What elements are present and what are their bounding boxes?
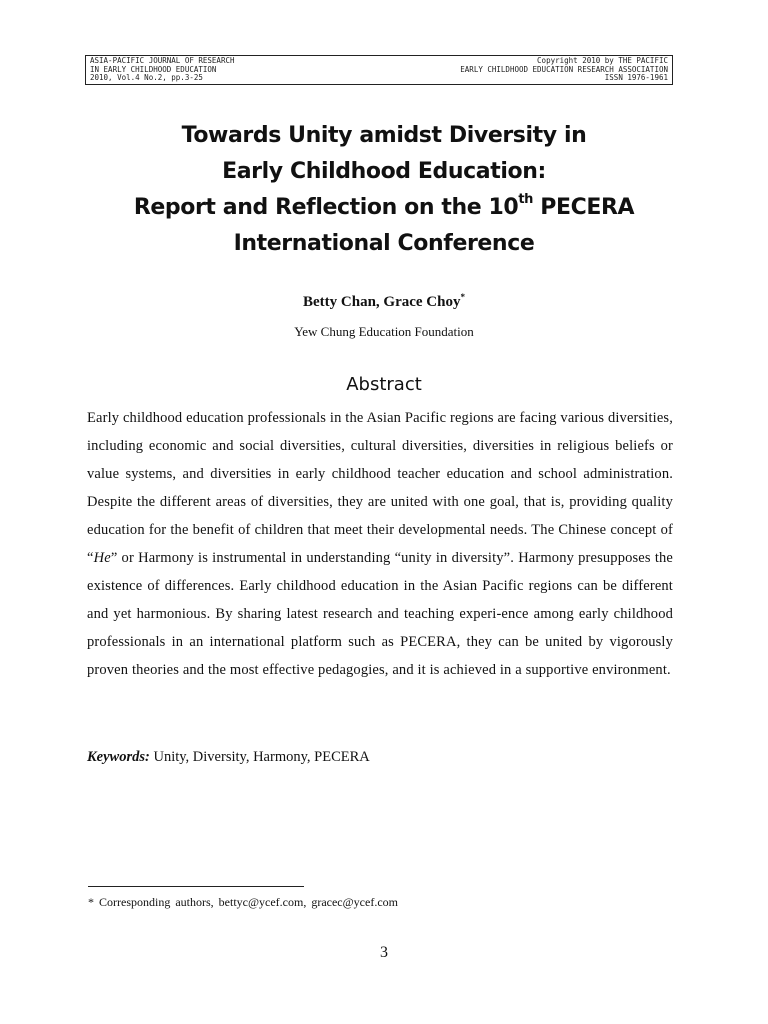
author-affiliation: Yew Chung Education Foundation — [294, 324, 474, 339]
title-line-4: International Conference — [233, 231, 535, 256]
abstract-text-part-1: Early childhood education professionals in the Asian Pacific regions are facing various diversities, including economic and social diversities, cultural diversities, diversities in religious beliefs or value systems, and diversities in early childhood teacher education and school administration. Despite the different areas of diversities, they are united with one goal, that is, providing quality education for the benefit of children that meet their developmental needs. The Chinese concept of “ — [87, 410, 673, 566]
title-line-3 — [84, 190, 684, 226]
keywords-line — [87, 743, 673, 771]
author-names — [84, 292, 684, 312]
footnote-divider — [88, 886, 304, 887]
paper-title — [84, 118, 684, 262]
title-line-3-text: Report and Reflection on the 10 — [133, 195, 519, 220]
journal-volume-line: 2010, Vol.4 No.2, pp.3-25 — [90, 73, 203, 83]
corresponding-author-footnote: * Corresponding authors, bettyc@ycef.com, gracec@ycef.com — [88, 895, 398, 909]
abstract-heading: Abstract — [346, 374, 422, 395]
journal-name-line-2: IN EARLY CHILDHOOD EDUCATION — [90, 64, 217, 74]
page-number: 3 — [380, 944, 388, 961]
copyright-line-1: Copyright 2010 by THE PACIFIC — [537, 56, 668, 65]
title-line-2: Early Childhood Education: — [222, 159, 546, 184]
issn-line: ISSN 1976-1961 — [604, 73, 668, 83]
corresponding-marker: * — [460, 292, 465, 302]
title-line-1: Towards Unity amidst Diversity in — [181, 123, 587, 148]
title-ordinal-suffix: th — [518, 191, 534, 207]
keywords-value: Unity, Diversity, Harmony, PECERA — [149, 749, 370, 765]
journal-header-left — [90, 57, 235, 83]
copyright-line-2: EARLY CHILDHOOD EDUCATION RESEARCH ASSOCIATION — [460, 64, 668, 74]
keywords-label: Keywords: — [87, 749, 150, 765]
abstract-body — [87, 404, 673, 684]
journal-header-box — [85, 55, 673, 85]
journal-header-right — [460, 57, 668, 83]
abstract-italic-term: He — [93, 550, 111, 566]
author-names-text: Betty Chan, Grace Choy — [303, 294, 461, 310]
journal-name-line-1: ASIA-PACIFIC JOURNAL OF RESEARCH — [90, 56, 235, 65]
title-line-3-tail: PECERA — [533, 195, 635, 220]
abstract-paragraph — [87, 404, 673, 684]
abstract-text-part-2: ” or Harmony is instrumental in understanding “unity in diversity”. Harmony presupposes the existence of differences. Early childhood education in the Asian Pacific regions can be different and yet harmonious. By sharing latest research and teaching experi-ence among early childhood professionals in an international platform such as PECERA, they can be united by vigorously proven theories and the most effective pedagogies, and it is achieved in a supportive environment. — [87, 550, 673, 678]
